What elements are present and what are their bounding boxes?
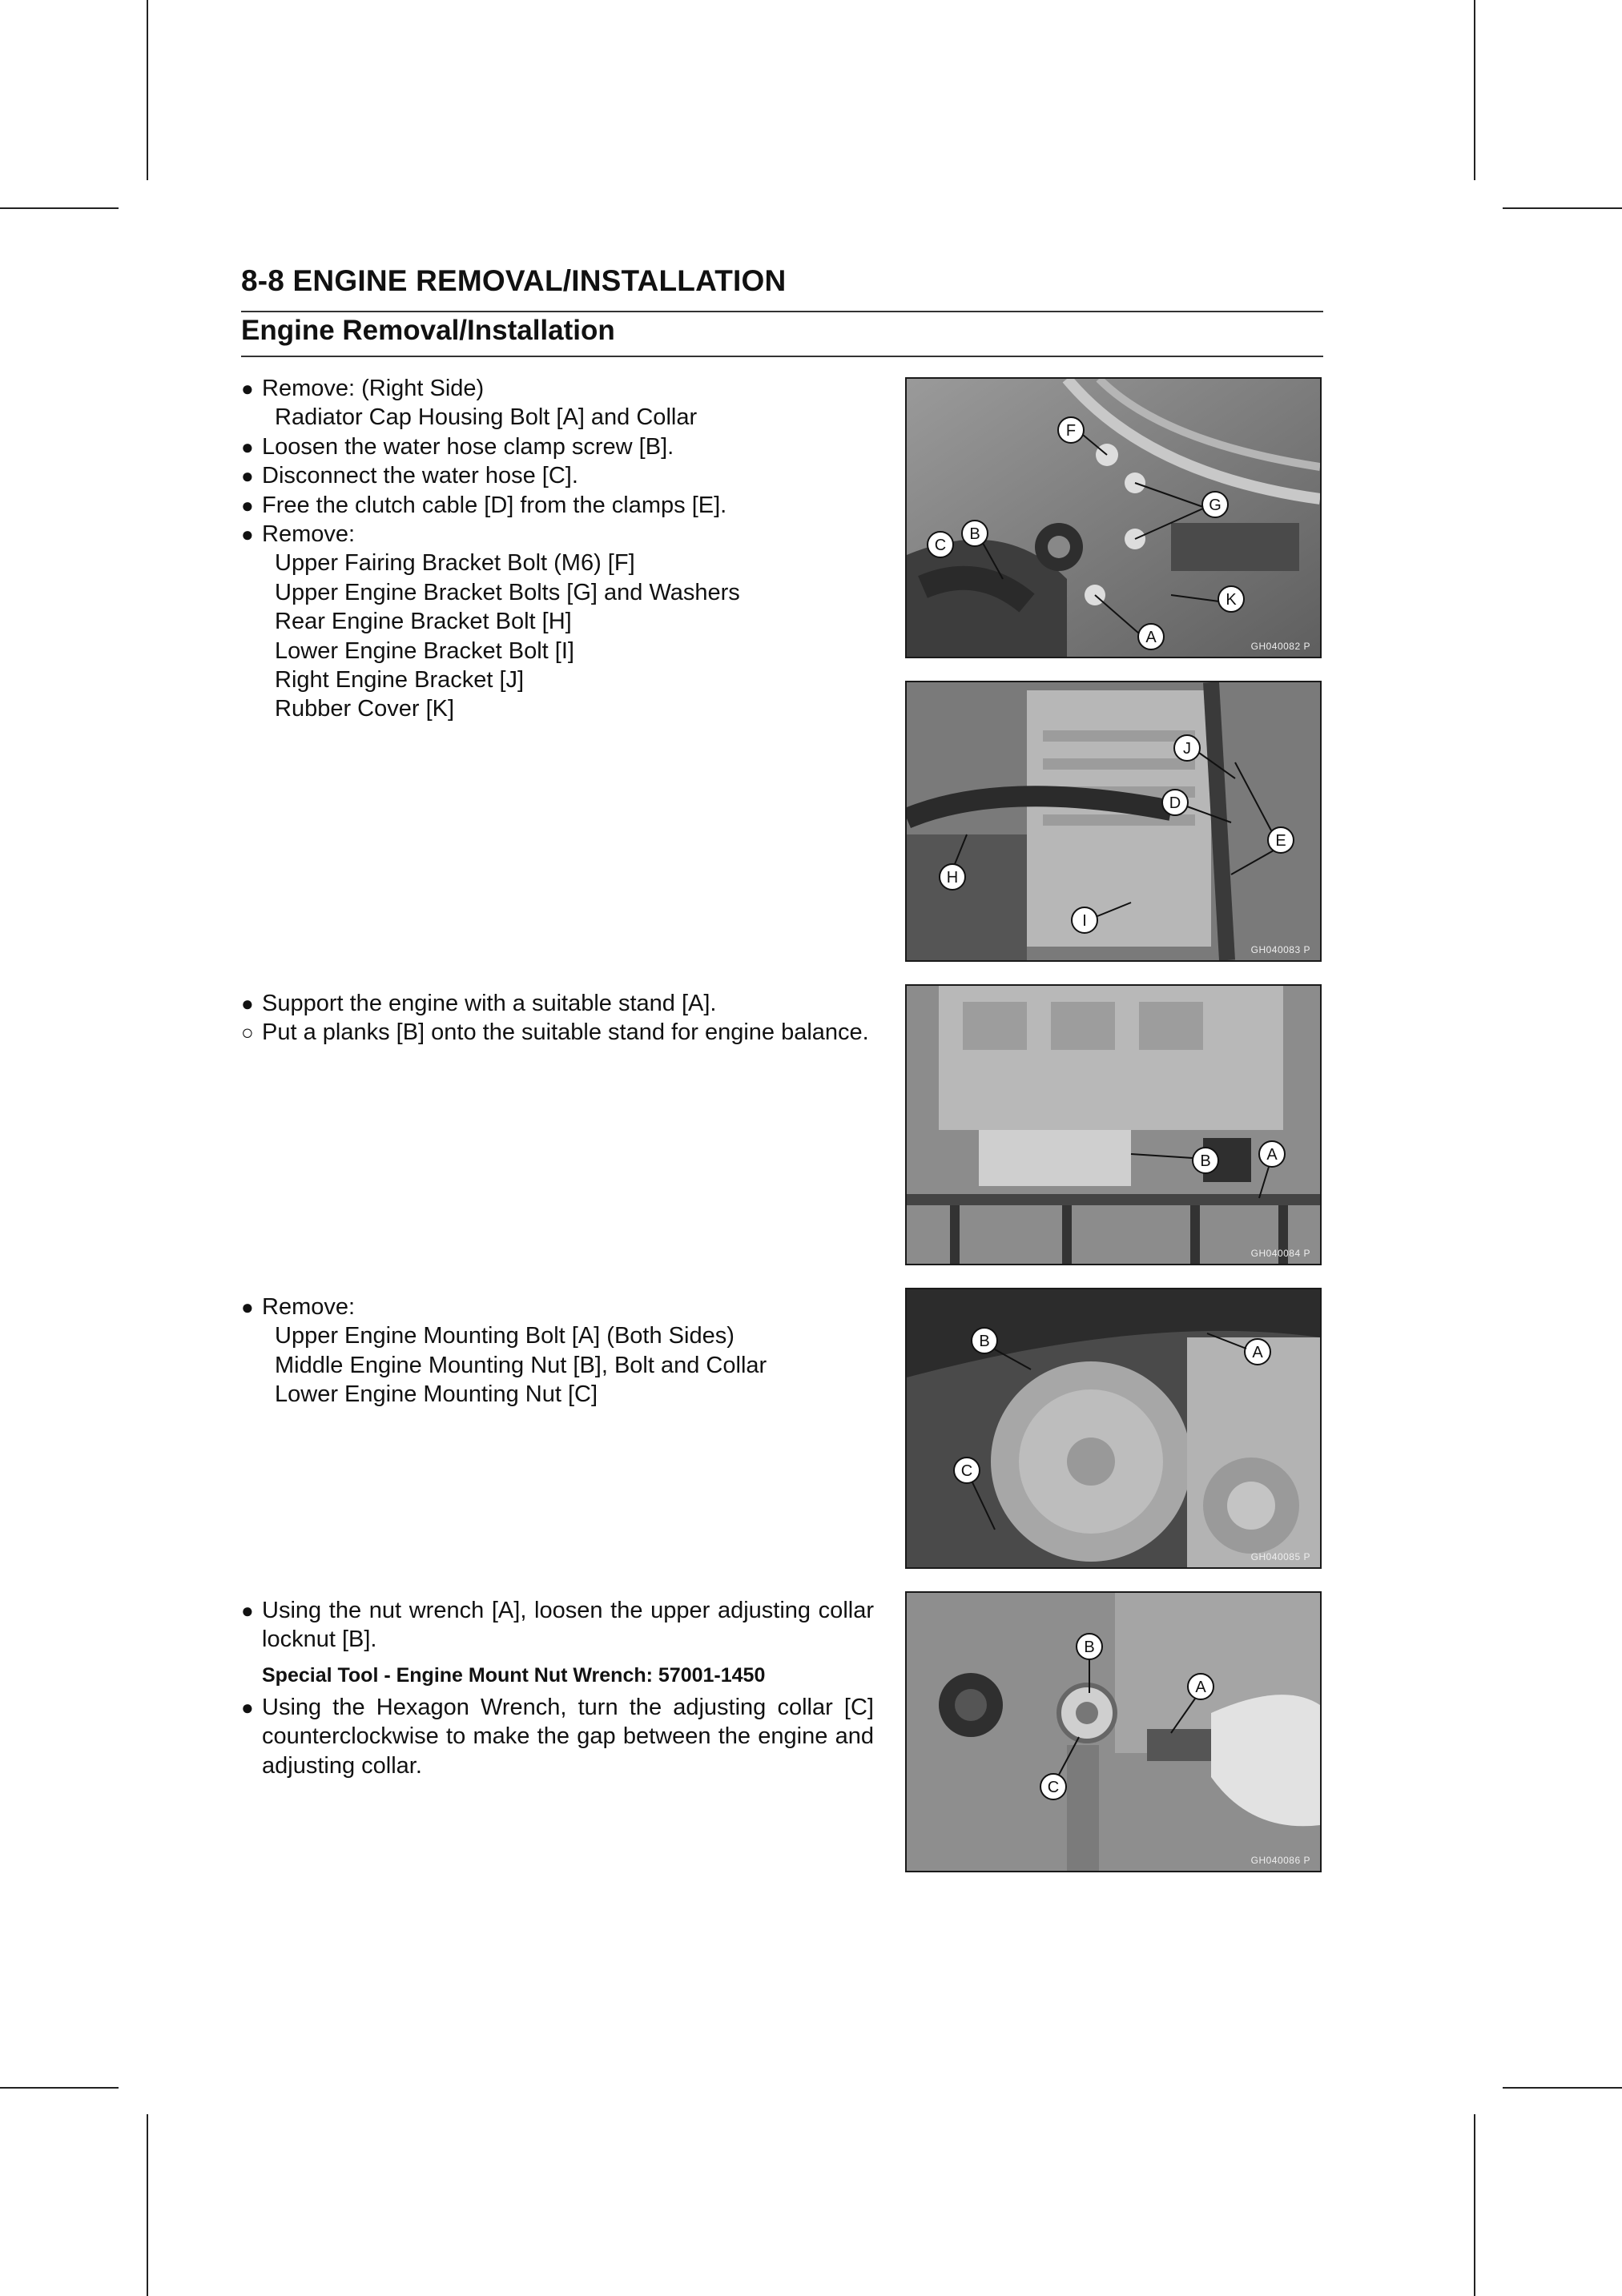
crop-mark xyxy=(1503,2087,1622,2089)
list-subitem: Right Engine Bracket [J] xyxy=(275,667,525,694)
list-item: ● Remove: (Right Side) xyxy=(241,374,874,403)
list-subitem: Lower Engine Bracket Bolt [I] xyxy=(275,637,574,664)
text-block-4 xyxy=(241,1596,874,1780)
callout-label: B xyxy=(969,525,980,543)
photo-reference: GH040084 P xyxy=(1250,1248,1310,1259)
section-rule xyxy=(241,356,1323,357)
list-item: ● Support the engine with a suitable stand [A]. xyxy=(241,989,874,1018)
callout-label: A xyxy=(1266,1146,1278,1164)
photo-3-illustration xyxy=(907,986,1320,1264)
list-subitem: Rubber Cover [K] xyxy=(275,696,455,722)
photo-1 xyxy=(905,377,1322,658)
text-block-2 xyxy=(241,989,874,1047)
circle-bullet-icon: ○ xyxy=(241,1020,254,1045)
callout-label: E xyxy=(1275,832,1286,850)
crop-mark xyxy=(0,207,119,209)
list-item: ● Remove: xyxy=(241,1293,874,1321)
list-item: ● Free the clutch cable [D] from the clamps [E]. xyxy=(241,491,874,520)
text-block-1 xyxy=(241,374,874,724)
callout-label: J xyxy=(1183,740,1191,758)
photo-2 xyxy=(905,681,1322,962)
callout-label: A xyxy=(1145,629,1157,646)
callout-label: B xyxy=(1200,1152,1211,1170)
photo-5-illustration xyxy=(907,1593,1320,1871)
callout-label: K xyxy=(1226,591,1237,609)
list-item: ● Using the nut wrench [A], loosen the upper adjusting collar locknut [B]. xyxy=(241,1598,874,1653)
photo-2-illustration xyxy=(907,682,1320,960)
list-subitem: Upper Engine Mounting Bolt [A] (Both Sides) xyxy=(275,1323,735,1349)
crop-mark xyxy=(1503,207,1622,209)
callout-label: C xyxy=(1047,1779,1060,1796)
crop-mark xyxy=(147,0,148,180)
callout-label: B xyxy=(979,1333,990,1350)
page-title: 8-8 ENGINE REMOVAL/INSTALLATION xyxy=(241,264,787,297)
bullet-icon: ● xyxy=(241,434,254,459)
crop-mark xyxy=(0,2087,119,2089)
crop-mark xyxy=(1474,2114,1475,2296)
list-item: ● Disconnect the water hose [C]. xyxy=(241,461,874,490)
text-block-3 xyxy=(241,1293,874,1409)
special-tool-note: Special Tool - Engine Mount Nut Wrench: 57001-1450 xyxy=(262,1663,766,1687)
list-item: ● Remove: xyxy=(241,520,874,549)
bullet-icon: ● xyxy=(241,522,254,547)
list-subitem: Upper Fairing Bracket Bolt (M6) [F] xyxy=(275,550,635,577)
bullet-icon: ● xyxy=(241,991,254,1015)
bullet-icon: ● xyxy=(241,1598,254,1622)
photo-5 xyxy=(905,1591,1322,1872)
photo-reference: GH040085 P xyxy=(1250,1551,1310,1562)
list-subitem: ○ Put a planks [B] onto the suitable stand for engine balance. xyxy=(241,1018,874,1047)
list-item: ● Loosen the water hose clamp screw [B]. xyxy=(241,432,874,461)
bullet-icon: ● xyxy=(241,1295,254,1319)
list-subitem: Upper Engine Bracket Bolts [G] and Washers xyxy=(275,579,740,605)
callout-label: C xyxy=(934,537,947,554)
bullet-icon: ● xyxy=(241,493,254,517)
callout-label: I xyxy=(1082,912,1087,930)
list-subitem: Rear Engine Bracket Bolt [H] xyxy=(275,609,572,635)
bullet-icon: ● xyxy=(241,464,254,489)
crop-mark xyxy=(147,2114,148,2296)
photo-reference: GH040083 P xyxy=(1250,944,1310,955)
photo-3 xyxy=(905,984,1322,1265)
list-subitem: Middle Engine Mounting Nut [B], Bolt and Collar xyxy=(275,1352,767,1378)
callout-label: A xyxy=(1252,1344,1263,1361)
section-title: Engine Removal/Installation xyxy=(241,315,615,346)
list-subitem: Radiator Cap Housing Bolt [A] and Collar xyxy=(275,404,698,431)
callout-label: G xyxy=(1209,497,1222,514)
photo-4-illustration xyxy=(907,1289,1320,1567)
photo-reference: GH040082 P xyxy=(1250,641,1310,652)
photo-1-illustration xyxy=(907,379,1320,657)
list-subitem: Lower Engine Mounting Nut [C] xyxy=(275,1381,598,1408)
callout-label: B xyxy=(1084,1639,1095,1656)
callout-label: F xyxy=(1065,422,1077,440)
callout-label: A xyxy=(1195,1679,1206,1696)
photo-reference: GH040086 P xyxy=(1250,1855,1310,1866)
callout-label: C xyxy=(960,1462,973,1480)
photo-4 xyxy=(905,1288,1322,1569)
list-item: ● Using the Hexagon Wrench, turn the adjusting collar [C] counterclockwise to make the gap between the engine and adjusting collar. xyxy=(241,1694,874,1779)
crop-mark xyxy=(1474,0,1475,180)
header-rule xyxy=(241,311,1323,312)
bullet-icon: ● xyxy=(241,376,254,400)
callout-label: H xyxy=(946,869,959,887)
callout-label: D xyxy=(1169,794,1181,812)
bullet-icon: ● xyxy=(241,1695,254,1719)
